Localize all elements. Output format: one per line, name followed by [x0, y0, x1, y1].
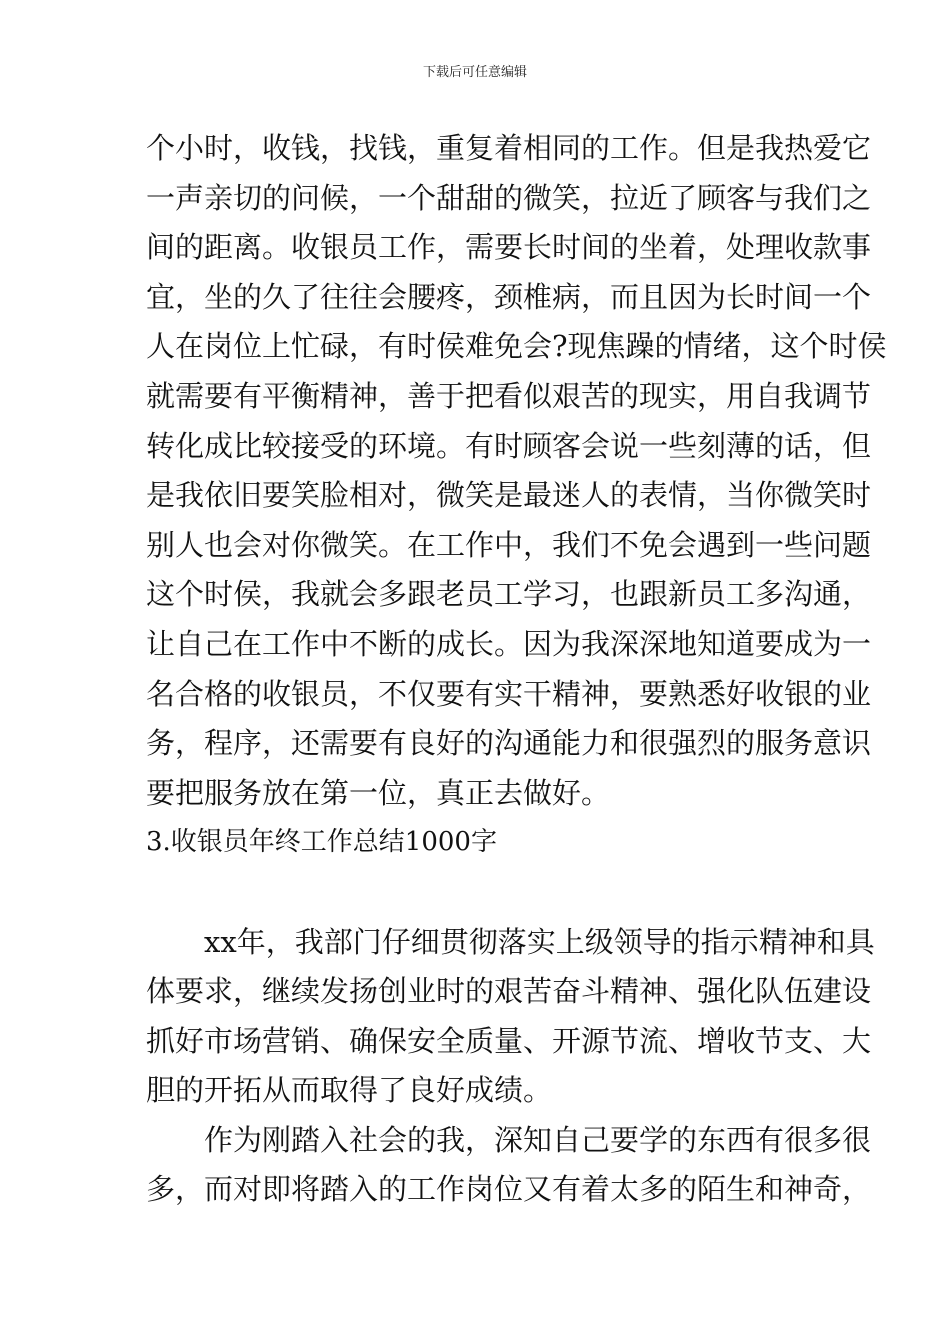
paragraph-1 [146, 124, 887, 818]
text-line: 让自己在工作中不断的成长。因为我深深地知道要成为一 [146, 626, 872, 661]
text-line: 人在岗位上忙碌，有时侯难免会?现焦躁的情绪，这个时侯 [146, 329, 887, 364]
text-line: 是我依旧要笑脸相对，微笑是最迷人的表情，当你微笑时 [146, 478, 872, 513]
text-line: 就需要有平衡精神，善于把看似艰苦的现实，用自我调节 [146, 378, 872, 413]
document-body [146, 124, 887, 1215]
text-line: 务，程序，还需要有良好的沟通能力和很强烈的服务意识 [146, 726, 872, 761]
text-line: 体要求，继续发扬创业时的艰苦奋斗精神、强化队伍建设 [146, 974, 872, 1009]
text-line: 间的距离。收银员工作，需要长时间的坐着，处理收款事 [146, 230, 872, 265]
text-line: 宜，坐的久了往往会腰疼，颈椎病，而且因为长时间一个 [146, 279, 872, 314]
paragraph-3 [146, 1116, 872, 1215]
text-line: 一声亲切的问候，一个甜甜的微笑，拉近了顾客与我们之 [146, 180, 872, 215]
text-line: 要把服务放在第一位，真正去做好。 [146, 775, 611, 810]
page-header: 下载后可任意编辑 [422, 65, 527, 80]
blank-line [146, 868, 808, 918]
text-line: 转化成比较接受的环境。有时顾客会说一些刻薄的话，但 [146, 428, 872, 463]
text-line: 这个时侯，我就会多跟老员工学习，也跟新员工多沟通， [146, 577, 872, 612]
text-line: 抓好市场营销、确保安全质量、开源节流、增收节支、大 [146, 1023, 872, 1058]
text-line: 多，而对即将踏入的工作岗位又有着太多的陌生和神奇， [146, 1172, 872, 1207]
text-line: xx年，我部门仔细贯彻落实上级领导的指示精神和具 [204, 924, 875, 959]
paragraph-2 [146, 918, 875, 1116]
text-line: 别人也会对你微笑。在工作中，我们不免会遇到一些问题 [146, 527, 872, 562]
text-line: 个小时，收钱，找钱，重复着相同的工作。但是我热爱它 [146, 131, 872, 165]
text-line: 胆的开拓从而取得了良好成绩。 [146, 1073, 553, 1108]
text-line: 名合格的收银员，不仅要有实干精神，要熟悉好收银的业 [146, 676, 872, 711]
section-heading: 3.收银员年终工作总结1000字 [146, 827, 497, 858]
text-line: 作为刚踏入社会的我，深知自己要学的东西有很多很 [204, 1122, 872, 1157]
